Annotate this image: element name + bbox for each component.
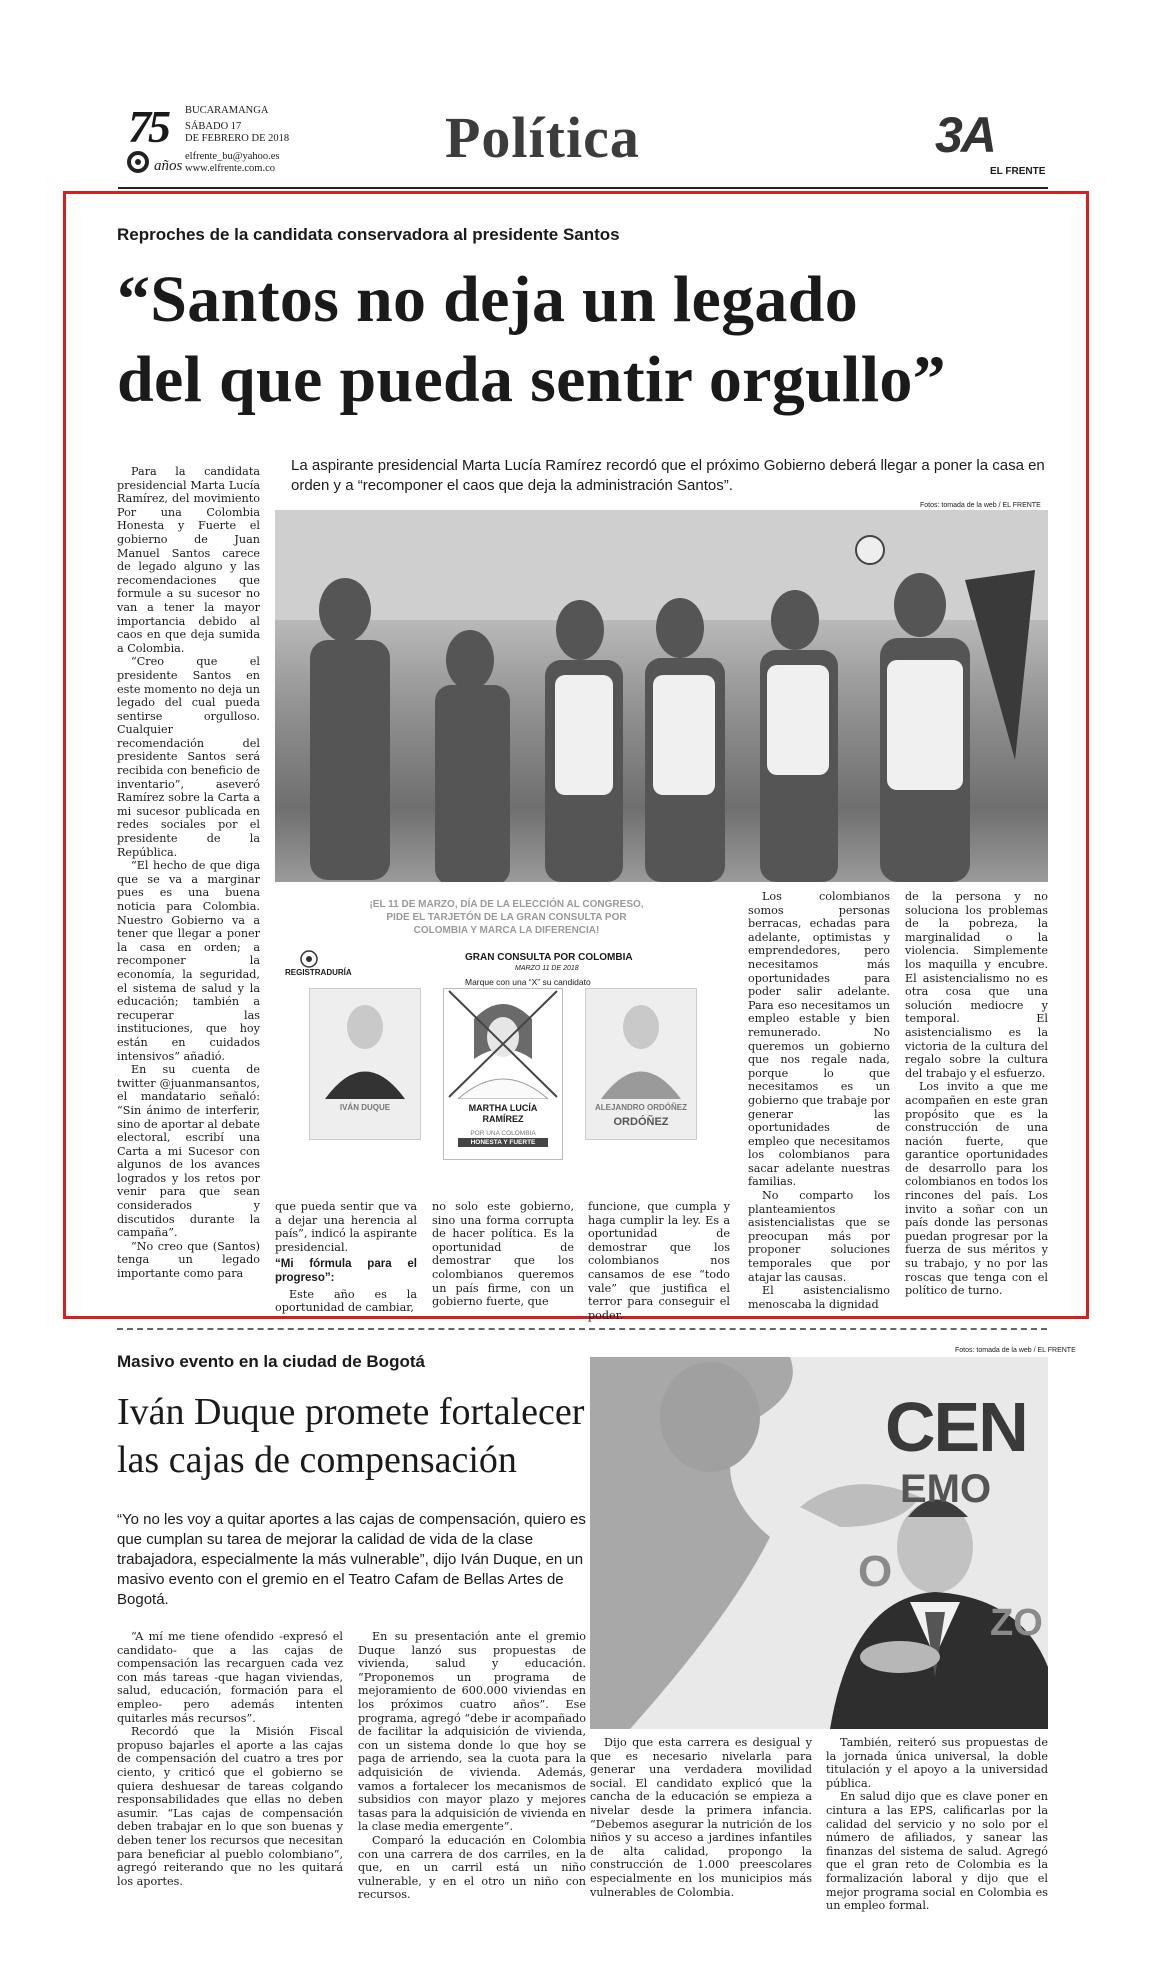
candidate-portrait-icon [310, 989, 420, 1099]
masthead [0, 0, 1158, 190]
ballot-option-left [309, 988, 421, 1140]
date-line-2: DE FEBRERO DE 2018 [185, 133, 290, 144]
paragraph: que pueda sentir que va a dejar una herencia al país”, indicó la aspirante presidencial. [275, 1200, 417, 1254]
story2-kicker: Masivo evento en la ciudad de Bogotá [117, 1352, 425, 1371]
backdrop-text-3: O [858, 1547, 893, 1596]
section-title: Política [445, 105, 640, 170]
paragraph: “Creo que el presidente Santos en este momento no deja un legado del cual pueda sentirse orgulloso. Cualquier recomendación del presidente Santos será recibida con beneficio de inventario”, aseveró Ramírez sobre la Carta a mi sucesor publicada en redes sociales por el presidente de la República. [117, 655, 260, 859]
candidate-portrait-icon [586, 989, 696, 1099]
paragraph: Los invito a que me acompañen en este gran propósito que es la construcción de una nación fuerte, que garantice oportunidades de desarrollo para los colombianos en todos los rincones del país. Los invito a soñar con un país donde las personas puedan progresar por la fuerza de sus méritos y su trabajo, y no por las roscas que tenga con el político de turno. [905, 1080, 1048, 1298]
paragraph: Comparó la educación en Colombia con una carrera de dos carriles, en la que, en un carril está un niño vulnerable, y en el otro un niño con recursos. [358, 1833, 586, 1902]
paper-name: EL FRENTE [990, 166, 1046, 177]
story2-photo-credit: Fotos: tomada de la web / EL FRENTE [955, 1347, 1076, 1354]
paragraph: El asistencialismo menoscaba la dignidad [748, 1284, 890, 1311]
ballot-ad [275, 890, 738, 1185]
ballot-banner-line-3: COLOMBIA Y MARCA LA DIFERENCIA! [413, 925, 600, 936]
story1-photo-credit: Fotos: tomada de la web / EL FRENTE [920, 502, 1041, 509]
story1-column-2 [275, 1200, 417, 1315]
paragraph: En su presentación ante el gremio Duque lanzó sus propuestas de vivienda, salud y educación. “Proponemos un programa de mejoramiento de 600.000 viviendas en los próximos cuatro años”. Ese programa, agregó “debe ir acompañado de facilitar la adquisición de vivienda, con un sistema donde lo que hoy se paga de arriendo, sea la cuota para la adquisición de vivienda. Además, vamos a fortalecer los mecanismos de subsidios con mayor plazo y mejores tasas para la adquisición de vivienda en la clase media emergente”. [358, 1630, 586, 1834]
story1-column-6 [905, 890, 1048, 1298]
story1-subhead: “Mi fórmula para el progreso”: [275, 1258, 417, 1284]
paragraph: En salud dijo que es clave poner en cintura a las EPS, calificarlas por la calidad del servicio y no solo por el número de afiliados, y sanear las finanzas del sistema de salud. Agregó que el gran reto de Colombia es la formalización laboral y dijo que el mejor programa social en Colombia es un empleo formal. [826, 1790, 1048, 1913]
page-number: 3A [935, 107, 995, 163]
story1-column-3 [432, 1200, 574, 1309]
paragraph: Los colombianos somos personas berracas, echadas para adelante, optimistas y emprendedores, pero necesitamos más oportunidades para poder salir adelante. Para eso necesitamos un empleo estable y bien remunerado. No queremos un gobierno que nos regale nada, porque lo que necesitamos es un gobierno que trabaje por generar las oportunidades de empleo que necesitamos los colombianos para sacar adelante nuestras familias. [748, 890, 890, 1189]
story1-headline-line-2: del que pueda sentir orgullo” [117, 343, 946, 416]
story1-lede: La aspirante presidencial Marta Lucía Ramírez recordó que el próximo Gobierno deberá llegar a poner la casa en orden y a “recomponer el caos que deja la administración Santos”. [291, 457, 1045, 494]
story1-headline [117, 260, 1067, 420]
city-label: BUCARAMANGA [185, 105, 269, 116]
candidate-center-party [458, 1129, 548, 1147]
story2-headline-line-2: las cajas de compensación [117, 1439, 517, 1481]
paragraph: Dijo que esta carrera es desigual y que es necesario nivelarla para generar una verdadera movilidad social. El candidato explicó que la cancha de la educación se empieza a nivelar desde la primera infancia. “Debemos asegurar la nutrición de los niños y su acceso a jardines infantiles de alta calidad, propongo la construcción de 1.000 preescolares especialmente en los municipios más vulnerables de Colombia. [590, 1736, 812, 1899]
paragraph: funcione, que cumpla y haga cumplir la ley. Es a oportunidad de demostrar que los colombianos nos cansamos de ese “todo vale” que justifica el terror para conseguir el poder. [588, 1200, 730, 1322]
story1-column-5 [748, 890, 890, 1311]
ballot-instruction: Marque con una “X” su candidato [465, 977, 591, 987]
paragraph: de la persona y no soluciona los problemas de la pobreza, la marginalidad o la violencia. Simplemente los maquilla y encubre. El asistencialismo no es otra cosa que una solución mediocre y temporal. El asistencialismo es la victoria de la cultura del regalo sobre la cultura del trabajo y el esfuerzo. [905, 890, 1048, 1080]
masthead-info [185, 105, 289, 176]
registry-logo [285, 950, 352, 977]
backdrop-text-2: EMO [900, 1467, 992, 1511]
registry-label: REGISTRADURÍA [285, 968, 352, 977]
candidate-right-party: ORDÓÑEZ [613, 1116, 669, 1128]
masthead-rule [118, 187, 1048, 189]
candidate-center-name-line-1: MARTHA LUCÍA [468, 1103, 538, 1113]
story2-headline-line-1: Iván Duque promete fortalecer [117, 1391, 585, 1433]
story1-column-4 [588, 1200, 730, 1322]
story1-kicker: Reproches de la candidata conservadora al presidente Santos [117, 225, 620, 244]
story2-column-3 [590, 1736, 812, 1899]
story2-column-4 [826, 1736, 1048, 1913]
email-label: elfrente_bu@yahoo.es [185, 150, 280, 162]
paragraph: Para la candidata presidencial Marta Lucía Ramírez, del movimiento Por una Colombia Honesta y Fuerte el gobierno de Juan Manuel Santos carece de legado alguno y las recomendaciones que formule a su sucesor no van a tener la mayor importancia debido al caos en que deja sumida a Colombia. [117, 465, 260, 655]
logo-number: 75 [128, 101, 168, 152]
story-divider [117, 1328, 1047, 1330]
story2-column-1 [117, 1630, 343, 1888]
ballot-banner-line-2: PIDE EL TARJETÓN DE LA GRAN CONSULTA POR [386, 912, 627, 923]
candidate-center-name-line-2: RAMÍREZ [482, 1114, 524, 1124]
paragraph: También, reiteró sus propuestas de la jornada única universal, la doble titulación y el apoyo a la universidad pública. [826, 1736, 1048, 1790]
backdrop-text-1: CEN [885, 1388, 1027, 1466]
registry-seal-icon [299, 950, 319, 968]
story2-lede: “Yo no les voy a quitar aportes a las cajas de compensación, quiero es que cumplan su tarea de mejorar la calidad de vida de la clase trabajadora, especialmente la más vulnerable”, dijo Iván Duque, en un masivo evento con el gremio en el Teatro Cafam de Bellas Artes de Bogotá. [117, 1511, 586, 1608]
ballot-option-center [443, 988, 563, 1160]
paragraph: En su cuenta de twitter @juanmansantos, el mandatario señaló: “Sin ánimo de interferir, sino de aportar al debate electoral, escribí una Carta a mi Sucesor con algunos de los avances logrados y los retos por venir para que sean considerados y discutidos durante la campaña”. [117, 1063, 260, 1240]
candidate-left-name: IVÁN DUQUE [339, 1103, 391, 1112]
ballot-banner [275, 898, 738, 937]
ballot-option-right [585, 988, 697, 1140]
story2-column-2 [358, 1630, 586, 1902]
website-link[interactable]: www.elfrente.com.co [185, 163, 275, 174]
paragraph: “No creo que (Santos) tenga un legado importante como para [117, 1239, 260, 1281]
campaign-march-photo [275, 510, 1048, 882]
ballot-date: MARZO 11 DE 2018 [515, 965, 579, 972]
paragraph: “A mí me tiene ofendido -expresó el candidato- que a las cajas de compensación las recarguen cada vez con más tareas -que hagan viviendas, salud, educación, formación para el empleo- pero además intenten quitarles más recursos”. [117, 1630, 343, 1725]
duque-event-photo [590, 1357, 1048, 1729]
paragraph: No comparto los planteamientos asistencialistas que se preocupan más por proponer soluciones temporales que por atajar las causas. [748, 1189, 890, 1284]
ballot-title: GRAN CONSULTA POR COLOMBIA [465, 952, 633, 963]
paragraph: Recordó que la Misión Fiscal propuso bajarles el aporte a las cajas de compensación del cuatro a tres por ciento, y criticó que el gobierno se quiera deshuesar de tareas colgando responsabilidades que ellas no deben asumir. “Las cajas de compensación deben trabajar en lo que son buenas y deben tener los recursos que necesitan para beneficiar al pueblo colombiano”, agregó reiterando que no les quitará los aportes. [117, 1725, 343, 1888]
story2-headline [117, 1388, 587, 1484]
logo-word: años [154, 158, 183, 174]
paragraph: Este año es la oportunidad de cambiar, [275, 1287, 417, 1315]
candidate-right-name: ALEJANDRO ORDÓÑEZ [594, 1103, 687, 1112]
anniversary-logo [118, 100, 188, 180]
story1-headline-line-1: “Santos no deja un legado [117, 263, 859, 336]
paragraph: “El hecho de que diga que se va a marginar pues es una buena noticia para Colombia. Nuestro Gobierno va a tener que llegar a poner la casa en orden; a recomponer la economía, la seguridad, el sistema de salud y la educación; también a recuperar las instituciones, que hoy están en cuidados intensivos” añadió. [117, 859, 260, 1063]
crowd-photo-icon [275, 510, 1048, 882]
paragraph: no solo este gobierno, sino una forma corrupta de hacer política. Es la oportunidad de demostrar que los colombianos queremos un país firme, con un gobierno fuerte, que [432, 1200, 574, 1309]
story1-column-1 [117, 465, 260, 1281]
backdrop-text-4: ZO [990, 1602, 1043, 1644]
date-line-1: SÁBADO 17 [185, 120, 242, 132]
candidate-center-name [444, 1103, 562, 1125]
candidate-center-party-line-2: HONESTA Y FUERTE [458, 1138, 548, 1147]
candidate-marked-portrait-icon [444, 989, 562, 1099]
ballot-banner-line-1: ¡EL 11 DE MARZO, DÍA DE LA ELECCIÓN AL CONGRESO, [369, 899, 644, 910]
candidate-center-party-line-1: POR UNA COLOMBIA [470, 1130, 536, 1137]
